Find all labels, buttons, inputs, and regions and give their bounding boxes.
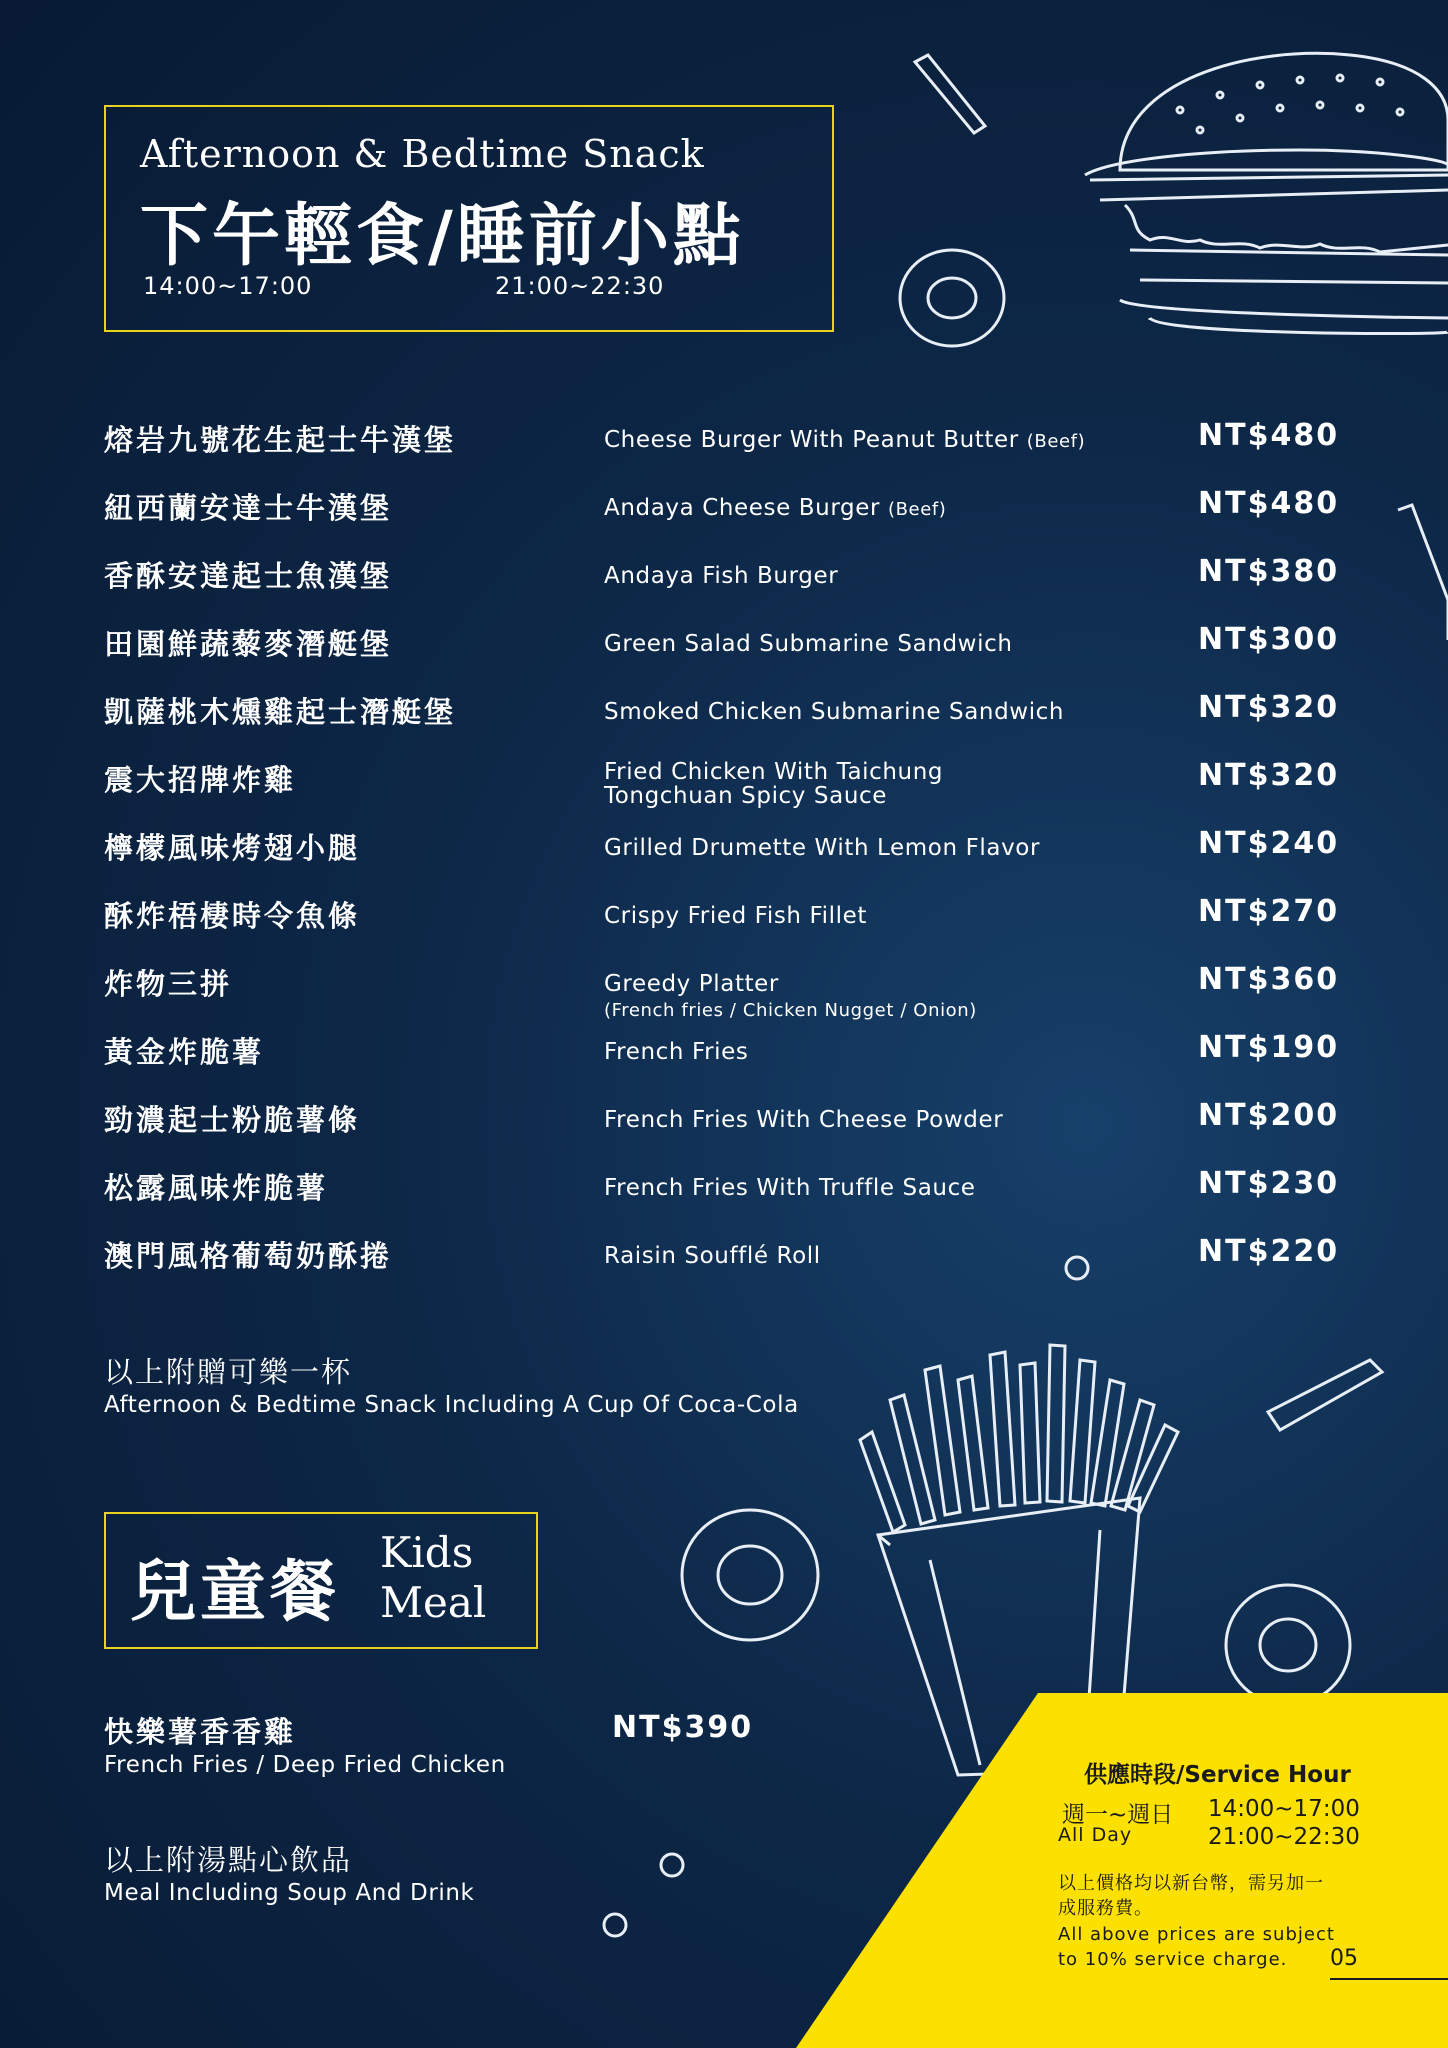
menu-item-en-text: Cheese Burger With Peanut Butter: [604, 427, 1019, 453]
menu-item-name-zh: 熔岩九號花生起士牛漢堡: [104, 423, 457, 457]
menu-item-price: NT$200: [1198, 1098, 1340, 1133]
menu-item-name-zh: 黃金炸脆薯: [104, 1035, 265, 1069]
kids-item-name-en: French Fries / Deep Fried Chicken: [104, 1752, 506, 1778]
service-hour-title: 供應時段/Service Hour: [1084, 1762, 1351, 1788]
menu-item-name-en: Andaya Fish Burger: [604, 563, 839, 589]
menu-item: [0, 962, 1448, 1030]
page-number: 05: [1330, 1946, 1358, 1971]
menu-item-en-note: (Beef): [1026, 431, 1086, 452]
menu-item: [0, 1166, 1448, 1234]
menu-item-price: NT$270: [1198, 894, 1340, 929]
menu-item-price: NT$220: [1198, 1234, 1340, 1269]
menu-item: [0, 1030, 1448, 1098]
menu-item-name-zh: 震大招牌炸雞: [104, 763, 297, 797]
menu-item-name-zh: 松露風味炸脆薯: [104, 1171, 329, 1205]
menu-item-price: NT$190: [1198, 1030, 1340, 1065]
service-charge-note-zh: 以上價格均以新台幣，需另加一: [1058, 1873, 1324, 1894]
kids-note-zh: 以上附湯點心飲品: [104, 1843, 353, 1877]
kids-title-zh: 兒童餐: [130, 1553, 340, 1630]
menu-item-name-en: Grilled Drumette With Lemon Flavor: [604, 835, 1041, 861]
menu-item-price: NT$360: [1198, 962, 1340, 997]
kids-note-en: Meal Including Soup And Drink: [104, 1880, 475, 1906]
menu-item-name-zh: 勁濃起士粉脆薯條: [104, 1103, 361, 1137]
menu-item-name-zh: 香酥安達起士魚漢堡: [104, 559, 393, 593]
menu-item-price: NT$240: [1198, 826, 1340, 861]
menu-item-price: NT$320: [1198, 690, 1340, 725]
menu-item-name-en: Crispy Fried Fish Fillet: [604, 903, 867, 929]
menu-item-name-en: [604, 428, 1085, 454]
menu-item-en-text: Andaya Cheese Burger: [604, 495, 881, 521]
menu-item: [0, 486, 1448, 554]
menu-item-name-en: Green Salad Submarine Sandwich: [604, 631, 1013, 657]
bedtime-time: 21:00~22:30: [495, 272, 665, 300]
menu-item-en-sub: Tongchuan Spicy Sauce: [604, 783, 887, 809]
menu-note-en: Afternoon & Bedtime Snack Including A Cup Of Coca-Cola: [104, 1392, 799, 1418]
menu-item-price: NT$380: [1198, 554, 1340, 589]
menu-item-name-zh: 凱薩桃木燻雞起士潛艇堡: [104, 695, 457, 729]
menu-item: [0, 826, 1448, 894]
menu-note-zh: 以上附贈可樂一杯: [104, 1355, 353, 1389]
kids-item-name-zh: 快樂薯香香雞: [104, 1715, 297, 1749]
page-number-underline: [1330, 1978, 1448, 1980]
service-time-afternoon: 14:00~17:00: [1208, 1796, 1360, 1822]
kids-title-en-line2: Meal: [380, 1578, 487, 1627]
menu-item-price: NT$480: [1198, 418, 1340, 453]
menu-item-en-text: Greedy Platter: [604, 971, 779, 997]
kids-title-en-line1: Kids: [380, 1528, 474, 1577]
menu-item-en-sub: (French fries / Chicken Nugget / Onion): [604, 1000, 977, 1021]
menu-item-name-en: Smoked Chicken Submarine Sandwich: [604, 699, 1065, 725]
service-charge-note-en-line2: to 10% service charge.: [1058, 1949, 1288, 1970]
menu-item: [0, 1234, 1448, 1302]
service-days-zh: 週一~週日: [1062, 1802, 1174, 1828]
menu-item: [0, 894, 1448, 962]
menu-item-price: NT$230: [1198, 1166, 1340, 1201]
menu-item-name-zh: 檸檬風味烤翅小腿: [104, 831, 361, 865]
service-time-bedtime: 21:00~22:30: [1208, 1824, 1360, 1850]
menu-item-price: NT$480: [1198, 486, 1340, 521]
menu-item: [0, 622, 1448, 690]
service-days-en: All Day: [1058, 1824, 1133, 1846]
menu-item-name-en: French Fries: [604, 1039, 749, 1065]
menu-item-en-note: (Beef): [887, 499, 947, 520]
kids-item-price: NT$390: [612, 1710, 754, 1745]
menu-item-name-en: Raisin Soufflé Roll: [604, 1243, 821, 1269]
header-title-zh: 下午輕食/睡前小點: [140, 197, 745, 276]
menu-item-en-text: Fried Chicken With Taichung: [604, 759, 944, 785]
menu-item: [0, 418, 1448, 486]
menu-item-name-zh: 紐西蘭安達士牛漢堡: [104, 491, 393, 525]
menu-item-name-zh: 澳門風格葡萄奶酥捲: [104, 1239, 393, 1273]
menu-item: [0, 758, 1448, 826]
menu-item: [0, 1098, 1448, 1166]
menu-item-name-en: [604, 972, 977, 1022]
service-charge-note-en: All above prices are subject: [1058, 1924, 1335, 1945]
menu-item: [0, 554, 1448, 622]
menu-item-price: NT$320: [1198, 758, 1340, 793]
menu-item-name-zh: 田園鮮蔬藜麥潛艇堡: [104, 627, 393, 661]
menu-item: [0, 690, 1448, 758]
menu-item-name-en: French Fries With Truffle Sauce: [604, 1175, 976, 1201]
service-charge-note-zh-line2: 成服務費。: [1058, 1898, 1153, 1919]
afternoon-time: 14:00~17:00: [143, 272, 313, 300]
menu-item-name-en: [604, 496, 946, 522]
menu-item-name-en: [604, 760, 943, 808]
menu-item-name-zh: 炸物三拼: [104, 967, 233, 1001]
menu-item-price: NT$300: [1198, 622, 1340, 657]
header-title-en: Afternoon & Bedtime Snack: [140, 132, 705, 176]
menu-item-name-en: French Fries With Cheese Powder: [604, 1107, 1004, 1133]
menu-item-name-zh: 酥炸梧棲時令魚條: [104, 899, 361, 933]
